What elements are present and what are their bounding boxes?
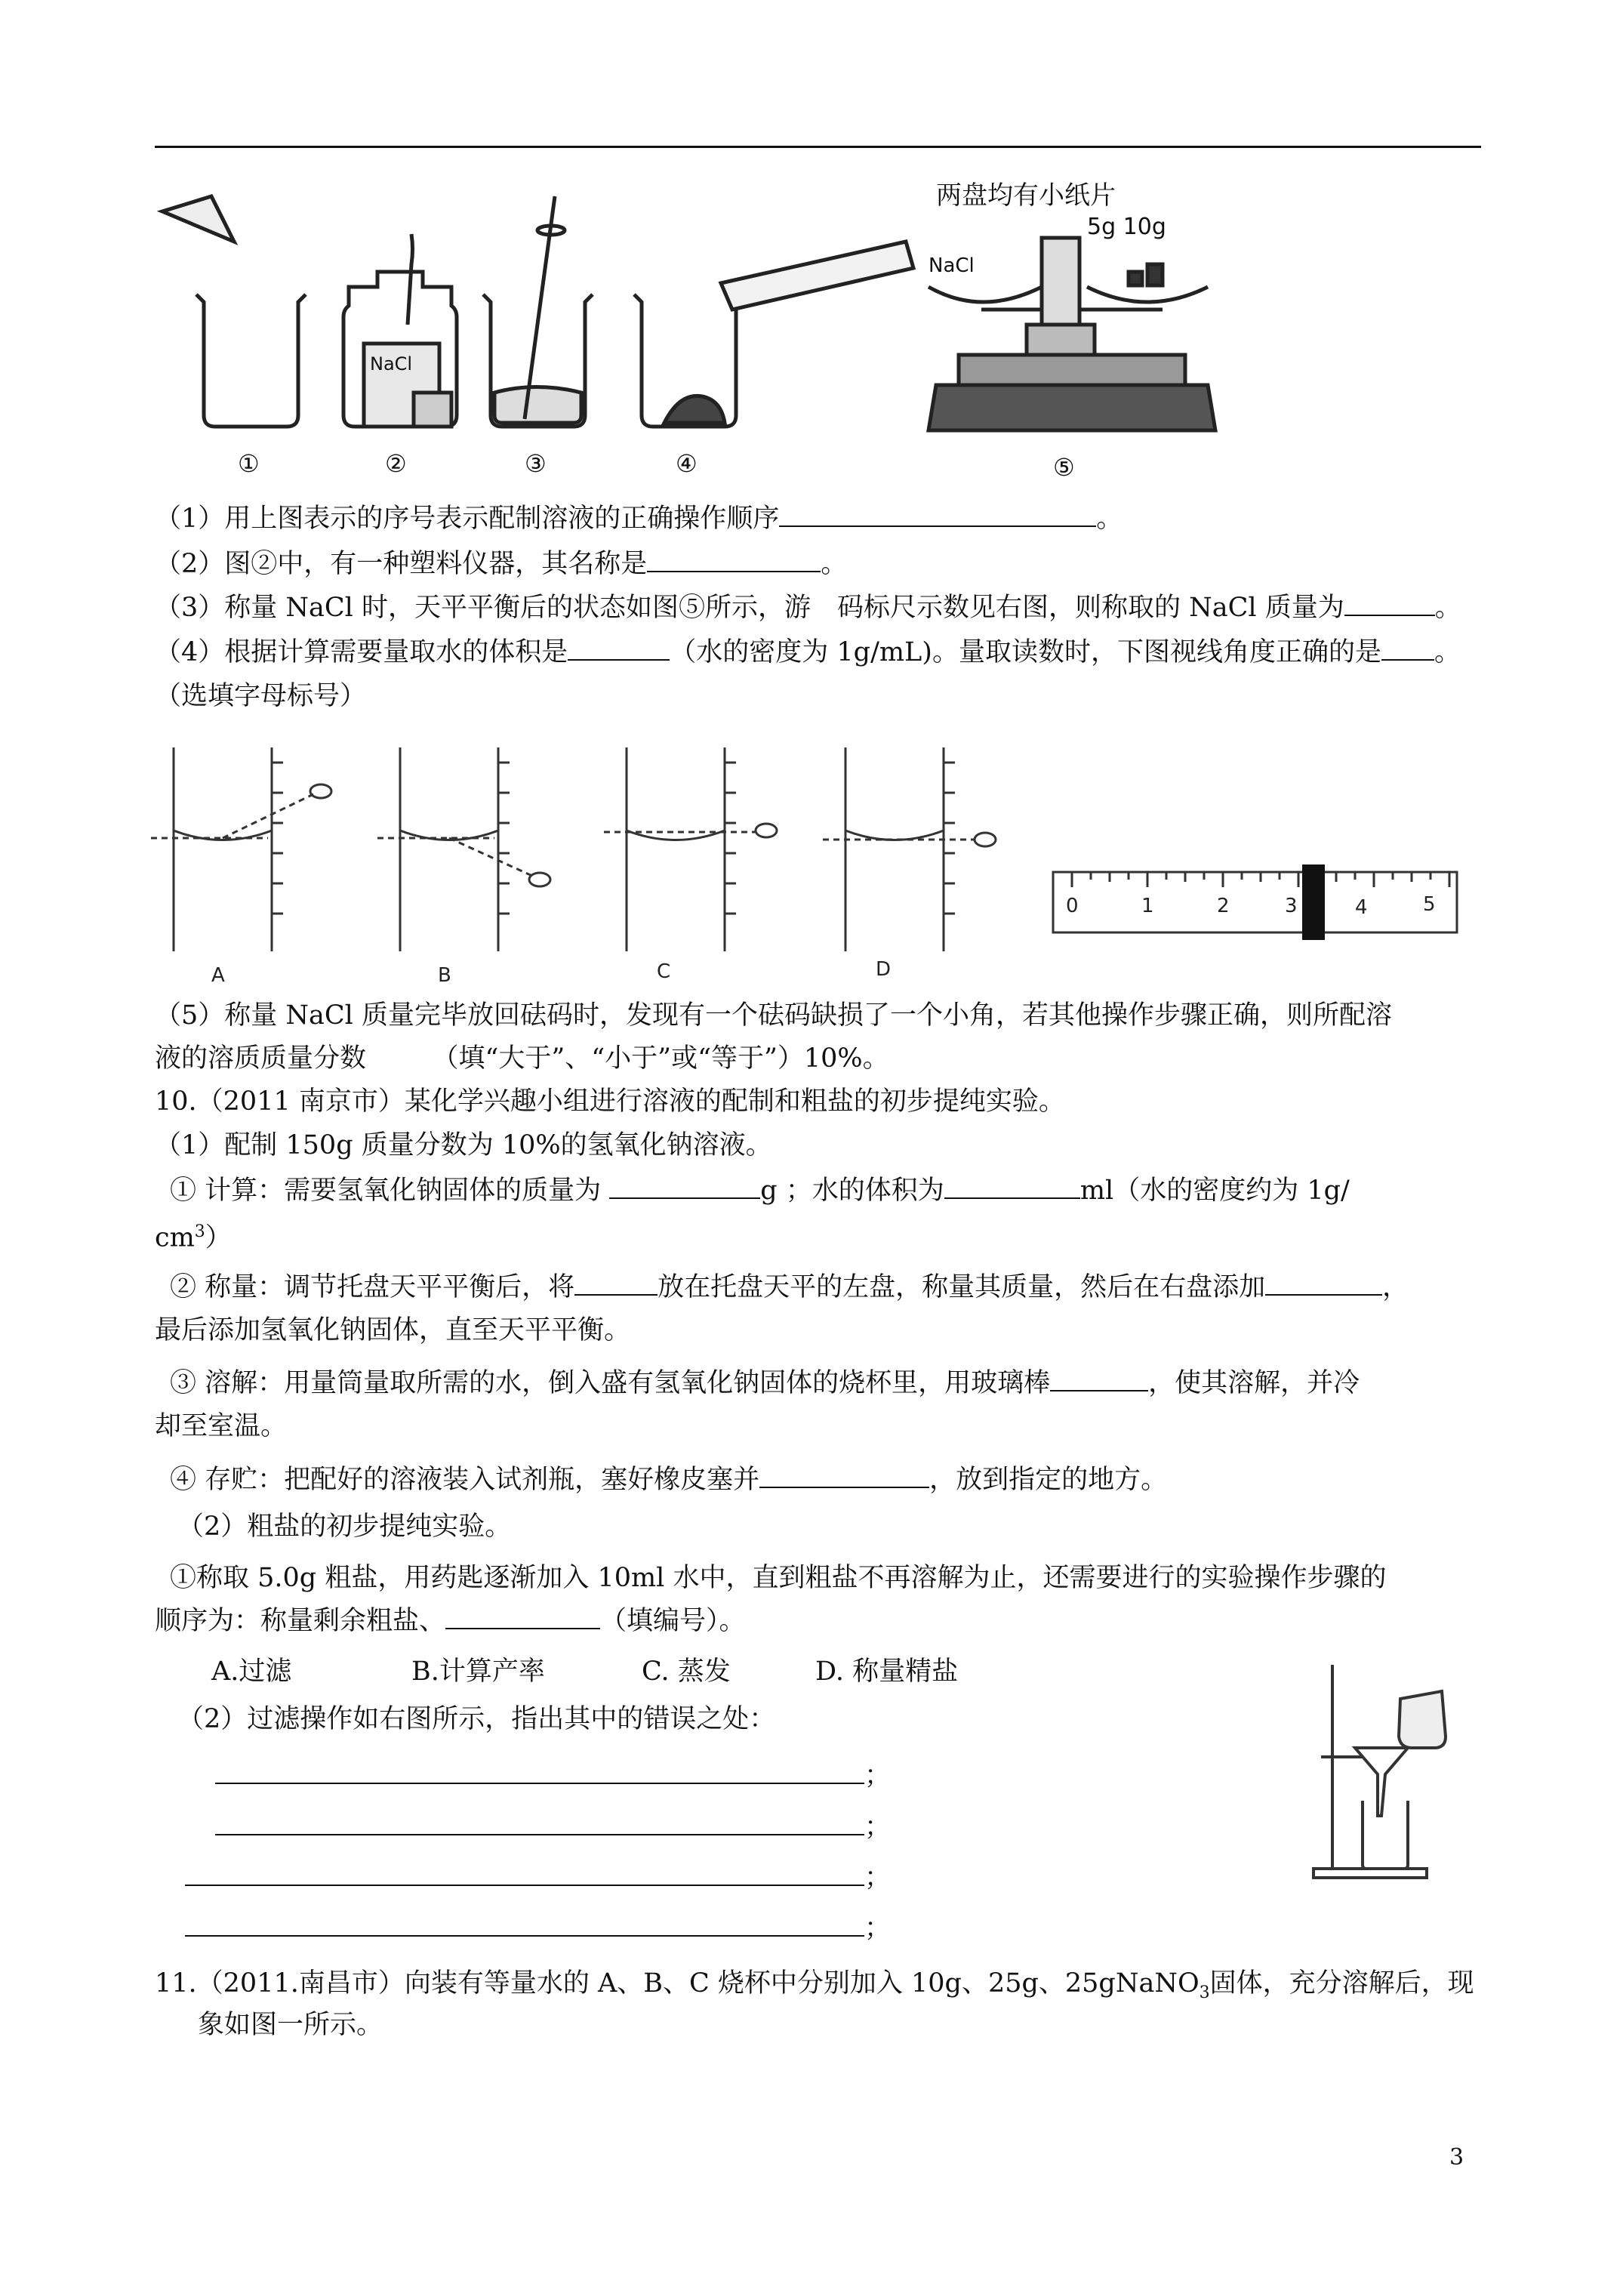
q11-line1: 11.（2011.南昌市）向装有等量水的 A、B、C 烧杯中分别加入 10g、25g、25gNaNO$_3$固体，充分溶解后，现 <box>155 1968 1474 2002</box>
q10-title: 10.（2011 南京市）某化学兴趣小组进行溶液的配制和粗盐的初步提纯实验。 <box>155 1086 1065 1117</box>
q9-s4b: （选填字母标号） <box>155 681 367 711</box>
q9-s4: （4）根据计算需要量取水的体积是 （水的密度为 1g/mL)。量取读数时，下图视线角度正确的是 。 <box>155 637 1461 667</box>
q10-c2: （2）过滤操作如右图所示，指出其中的错误之处： <box>177 1704 776 1734</box>
q10-step1d: $cm^3$） <box>155 1222 232 1253</box>
q9-s5a: （5）称量 NaCl 质量完毕放回砝码时，发现有一个砝码缺损了一个小角，若其他操作步骤正确，则所配溶 <box>155 1000 1392 1031</box>
q10-step2: ② 称量：调节托盘天平平衡后，将 放在托盘天平的左盘，称量其质量，然后在右盘添加 ， <box>170 1272 1409 1302</box>
q10-option-a: A.过滤 <box>211 1657 292 1687</box>
cylinder-label-b: B <box>438 964 451 987</box>
figure-label-5: ⑤ <box>1053 453 1075 482</box>
cylinder-label-d: D <box>876 958 892 981</box>
q9-s3: （3）称量 NaCl 时，天平平衡后的状态如图⑤所示，游 码标尺示数见右图，则称取的 NaCl 质量为 。 <box>155 593 1461 623</box>
q10-answer-line-1: ； <box>215 1759 891 1792</box>
ruler-tick-3: 3 <box>1285 895 1298 917</box>
balance-caption: 两盘均有小纸片 <box>936 180 1116 211</box>
q10-step3: ③ 溶解：用量筒量取所需的水，倒入盛有氢氧化钠固体的烧杯里，用玻璃棒 ，使其溶解，并冷 <box>170 1368 1360 1398</box>
ruler-rider <box>1302 864 1325 940</box>
q10-c1a: ①称取 5.0g 粗盐，用药匙逐渐加入 10ml 水中，直到粗盐不再溶解为止，还需要进行的实验操作步骤的 <box>170 1563 1387 1593</box>
q10-c1b: 顺序为：称量剩余粗盐、 （填编号）。 <box>155 1606 746 1636</box>
q9-s1: （1）用上图表示的序号表示配制溶液的正确操作顺序 。 <box>155 504 1123 534</box>
q11-line2: 象如图一所示。 <box>198 2010 383 2040</box>
ruler-tick-0: 0 <box>1066 895 1079 917</box>
q10-step3c: 却至室温。 <box>155 1411 288 1441</box>
page-number: 3 <box>1449 2144 1464 2171</box>
balance-nacl-label: NaCl <box>929 254 975 277</box>
cylinder-label-a: A <box>211 964 225 987</box>
q10-p1: （1）配制 150g 质量分数为 10%的氢氧化钠溶液。 <box>155 1130 772 1160</box>
weights-label: 5g 10g <box>1087 214 1166 240</box>
q10-option-c: C. 蒸发 <box>642 1657 731 1687</box>
cylinder-label-c: C <box>657 960 671 983</box>
figure-label-4: ④ <box>676 449 698 478</box>
q10-step2d: 最后添加氢氧化钠固体，直至天平平衡。 <box>155 1315 631 1345</box>
header-rule <box>155 146 1481 148</box>
q10-answer-line-3: ； <box>185 1861 891 1894</box>
ruler-tick-4: 4 <box>1355 896 1368 919</box>
q9-s5b: 液的溶质质量分数 （填“大于”、“小于”或“等于”）10%。 <box>155 1043 889 1074</box>
figure-lab-operations <box>151 166 1208 483</box>
figure-label-1: ① <box>238 449 260 478</box>
q10-answer-line-4: ； <box>185 1912 891 1945</box>
q9-s2: （2）图②中，有一种塑料仪器，其名称是 。 <box>155 549 848 579</box>
q10-option-d: D. 称量精盐 <box>815 1657 959 1687</box>
ruler-tick-5: 5 <box>1423 893 1436 916</box>
ruler-tick-1: 1 <box>1141 895 1154 917</box>
q10-step1: ① 计算：需要氢氧化钠固体的质量为 g ；水的体积为 ml（水的密度约为 1g/ <box>170 1176 1350 1206</box>
q10-option-b: B.计算产率 <box>411 1657 545 1687</box>
q10-step4: ④ 存贮：把配好的溶液装入试剂瓶，塞好橡皮塞并 ，放到指定的地方。 <box>170 1465 1168 1495</box>
figure-label-2: ② <box>385 449 407 478</box>
ruler-tick-2: 2 <box>1217 895 1230 917</box>
q10-p2: （2）粗盐的初步提纯实验。 <box>177 1512 512 1542</box>
jar-label-nacl: NaCl <box>370 353 413 374</box>
figure-label-3: ③ <box>525 449 547 478</box>
figure-reading-angles <box>151 747 1480 989</box>
q10-answer-line-2: ； <box>215 1811 891 1844</box>
figure-filtration <box>1310 1665 1438 1884</box>
